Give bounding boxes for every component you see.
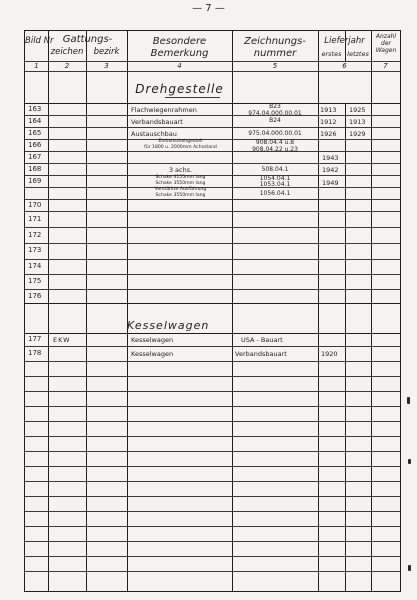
row-nr: 174 [28,262,42,270]
row-nr: 178 [28,349,42,357]
row-line [25,391,400,392]
row-nr: 171 [28,215,42,223]
colnum-5: 5 [272,62,278,70]
row-line [25,481,400,482]
header-lieferjahr: Lieferjahr [324,36,365,46]
colnum-4: 4 [177,62,182,70]
colnum-6: 6 [342,62,347,70]
colnum-rule [25,71,400,72]
register-sheet [24,30,401,592]
header-zeichnungs: Zeichnungs- [244,36,306,47]
row-line [25,451,400,452]
row-line [25,466,400,467]
colnum-3: 3 [104,62,109,70]
header-bild: Bild Nr [25,36,54,46]
row-line [25,376,400,377]
scan-mark [407,397,410,404]
row-nr: 172 [28,231,42,239]
section-kesselwagen: Kesselwagen [127,319,210,332]
row-zeichnung: 1056.04.1 [259,190,291,197]
header-besondere: Besondere [152,36,207,47]
row-bemerkung: Schake 4155mm lang [155,175,206,180]
section-rule-kesselwagen [25,333,400,334]
row-line [25,526,400,527]
row-line [25,303,400,304]
row-zeichnung: 908.04.4 u.8 [255,139,295,146]
row-bemerkung: Verbandsbauart [131,118,183,126]
row-line [25,163,400,164]
header-zeichen: zeichen [50,47,84,57]
scan-mark [408,459,411,464]
section-rule-drehgestelle [25,103,400,104]
row-zeichnung: 908.04.22 u.23 [252,145,298,153]
row-bemerkung-2: Schake 3550mm lang [155,193,206,198]
header-erstes: erstes [321,50,342,58]
row-bemerkung-2: für 1800 u. 2000mm Achsstand [144,145,217,150]
row-line [25,496,400,497]
header-anzahl: Anzahl der Wagen [375,33,397,54]
row-bemerkung: Austauschbau [131,130,177,138]
header-bemerkung: Bemerkung [150,48,209,59]
row-nr: 163 [28,105,42,113]
row-erstes: 1912 [320,118,337,126]
row-nr: 175 [28,277,42,285]
row-line [25,571,400,572]
row-erstes: 1942 [322,166,339,174]
row-line [25,259,400,260]
row-zeichnung: 1054.04.1 [259,175,291,182]
row-zeichnung: Verbandsbauart [235,350,287,358]
colnum-1: 1 [34,62,39,70]
row-nr: 173 [28,246,42,254]
row-bemerkung: Verstärkte Ausführung [154,187,207,192]
page-number: — 7 — [192,3,225,14]
row-zeichen: EKW [53,336,71,344]
row-nr: 164 [28,117,42,125]
row-line [25,211,400,212]
colnum-2: 2 [64,62,70,70]
col-divider-6b [345,103,346,591]
row-nr: 168 [28,165,42,173]
row-nr: 177 [28,335,42,343]
row-erstes: 1920 [321,350,338,358]
row-erstes: 1913 [320,106,337,114]
row-line [25,151,400,152]
row-nr: 176 [28,292,42,300]
row-line [25,421,400,422]
row-bemerkung: 3 achs. [168,166,193,174]
row-line [25,243,400,244]
row-line [25,346,400,347]
row-bemerkung: Kesselwagen [131,336,174,344]
row-line [25,541,400,542]
row-line [25,406,400,407]
row-line [25,289,400,290]
row-line [25,115,400,116]
scan-mark [408,565,411,571]
row-line [25,199,400,200]
row-line [25,556,400,557]
row-line [25,127,400,128]
row-bemerkung: Flachwiegenrahmen [131,106,197,114]
header-gattungs: Gattungs- [62,34,113,45]
row-bemerkung-2: Schake 3550mm lang [155,181,206,186]
row-zeichnung: B24 [269,117,281,124]
row-line [25,227,400,228]
row-letztes: 1925 [349,106,366,114]
row-line [25,274,400,275]
row-zeichnung: 975.04.000.00.01 [248,130,302,137]
row-nr: 165 [28,129,42,137]
row-erstes: 1926 [320,130,337,138]
row-nr: 169 [28,177,42,185]
row-nr: 167 [28,153,42,161]
header-bezirk: bezirk [93,47,120,57]
row-nr: 170 [28,201,42,209]
header-letztes: letztes [347,50,369,58]
row-zeichnung: 508.04.1 [261,166,289,173]
row-erstes: 1949 [322,179,339,187]
header-nummer: nummer [253,48,297,59]
row-zeichnung: 974.04.000.00.01 [248,109,302,117]
row-letztes: 1913 [349,118,366,126]
section-underline [165,97,220,98]
row-nr: 166 [28,141,42,149]
colnum-7: 7 [383,62,388,70]
row-bemerkung: Kesselwagen [131,350,174,358]
row-zeichnung: B23 [269,103,281,110]
row-bemerkung: Einheitsdrehgestell [158,139,203,144]
section-drehgestelle: Drehgestelle [135,82,224,96]
row-line [25,436,400,437]
row-letztes: 1929 [349,130,366,138]
row-zeichnung: 1053.04.1 [259,181,291,188]
row-line [25,511,400,512]
row-line [25,361,400,362]
row-zeichnung: USA - Bauart [241,336,283,344]
row-erstes: 1943 [322,154,339,162]
